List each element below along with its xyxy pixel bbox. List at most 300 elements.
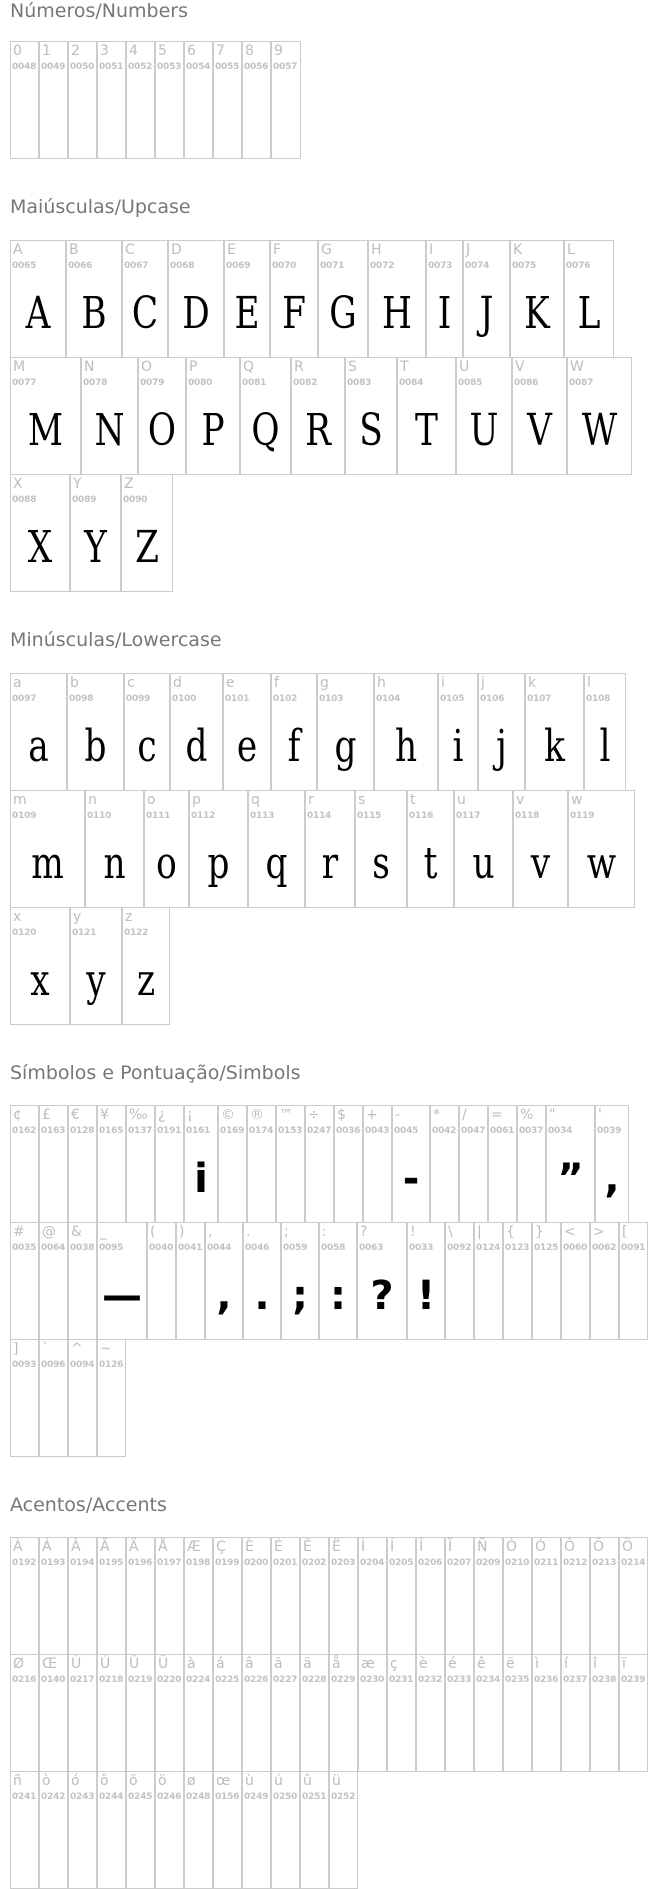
- glyph-cell: [126, 1105, 155, 1223]
- char-label: é: [448, 1656, 457, 1672]
- glyph-preview: [275, 1582, 296, 1640]
- glyph-cell: [532, 1654, 561, 1772]
- char-code: 0096: [41, 1360, 66, 1370]
- glyph-cell: [503, 1537, 532, 1655]
- char-label: ü: [332, 1773, 341, 1789]
- char-label: œ: [216, 1773, 231, 1789]
- char-label: z: [125, 909, 133, 925]
- char-code: 0112: [191, 811, 216, 821]
- char-label: D: [171, 242, 182, 258]
- glyph-cell: [368, 240, 426, 358]
- char-code: 0228: [302, 1675, 327, 1685]
- char-code: 0069: [226, 261, 251, 271]
- glyph-cell: [445, 1537, 474, 1655]
- char-code: 0247: [307, 1126, 332, 1136]
- glyph-cell: [358, 1654, 387, 1772]
- glyph-cell: [122, 907, 170, 1025]
- char-label: y: [73, 909, 82, 925]
- glyph-cell: [68, 1654, 97, 1772]
- char-code: 0196: [128, 1558, 153, 1568]
- char-label: k: [528, 675, 537, 691]
- glyph-preview: b: [84, 721, 107, 772]
- glyph-preview: ?: [370, 1273, 394, 1319]
- char-code: 0212: [563, 1558, 588, 1568]
- glyph-preview: S: [359, 405, 383, 456]
- glyph-cell: [355, 790, 407, 908]
- char-code: 0120: [12, 928, 37, 938]
- glyph-cell: [147, 1222, 176, 1340]
- char-code: 0044: [207, 1243, 232, 1253]
- glyph-preview: [11, 1384, 38, 1442]
- char-label: W: [570, 359, 584, 375]
- glyph-preview: h: [394, 721, 418, 772]
- char-code: 0137: [128, 1126, 153, 1136]
- glyph-preview: [40, 1150, 67, 1208]
- glyph-cell: [619, 1537, 648, 1655]
- glyph-preview: s: [372, 838, 390, 889]
- char-code: 0211: [534, 1558, 559, 1568]
- char-label: ú: [274, 1773, 283, 1789]
- glyph-cell: [416, 1537, 445, 1655]
- glyph-preview: [565, 1699, 586, 1757]
- glyph-cell: [10, 240, 66, 358]
- char-label: &: [71, 1224, 82, 1240]
- glyph-cell: [532, 1222, 561, 1340]
- char-code: 0082: [293, 378, 318, 388]
- glyph-cell: [68, 1771, 97, 1889]
- glyph-preview: [449, 1699, 470, 1757]
- char-code: 0243: [70, 1792, 95, 1802]
- glyph-preview: [72, 86, 93, 144]
- glyph-preview: ;: [292, 1273, 308, 1319]
- char-code: 0237: [563, 1675, 588, 1685]
- glyph-preview: [277, 1150, 304, 1208]
- char-code: 0216: [12, 1675, 37, 1685]
- char-label: Ø: [13, 1656, 25, 1672]
- char-label: L: [567, 242, 575, 258]
- glyph-preview: H: [382, 288, 412, 339]
- glyph-cell: [224, 240, 270, 358]
- char-label: X: [13, 476, 23, 492]
- glyph-preview: [40, 1384, 67, 1442]
- char-label: 6: [187, 43, 196, 59]
- char-label: ï: [622, 1656, 626, 1672]
- glyph-preview: [620, 1267, 647, 1325]
- glyph-preview: [72, 1816, 93, 1874]
- char-code: 0225: [215, 1675, 240, 1685]
- char-code: 0041: [178, 1243, 203, 1253]
- glyph-cell: [242, 41, 271, 159]
- char-code: 0061: [490, 1126, 515, 1136]
- char-label: o: [147, 792, 156, 808]
- char-label: Ì: [361, 1539, 366, 1555]
- char-label: å: [332, 1656, 341, 1672]
- char-label: {: [506, 1224, 515, 1240]
- glyph-preview: [11, 1267, 38, 1325]
- glyph-preview: r: [321, 838, 339, 889]
- glyph-preview: [43, 1699, 64, 1757]
- char-label: B: [69, 242, 79, 258]
- char-label: ): [179, 1224, 185, 1240]
- glyph-cell: [10, 1537, 39, 1655]
- char-code: 0086: [514, 378, 539, 388]
- char-label: =: [491, 1107, 503, 1123]
- char-label: ÷: [308, 1107, 320, 1123]
- char-label: ]: [13, 1341, 19, 1357]
- glyph-preview: u: [472, 838, 495, 889]
- glyph-cell: [567, 357, 632, 475]
- char-label: \: [448, 1224, 453, 1240]
- char-label: Ú: [100, 1656, 111, 1672]
- char-label: b: [70, 675, 79, 691]
- char-code: 0065: [12, 261, 37, 271]
- glyph-cell: [240, 357, 291, 475]
- char-code: 0097: [12, 694, 37, 704]
- glyph-cell: [205, 1222, 243, 1340]
- glyph-cell: [358, 1537, 387, 1655]
- glyph-preview: [43, 1816, 64, 1874]
- glyph-preview: [246, 1582, 267, 1640]
- char-label: ©: [221, 1107, 235, 1123]
- char-label: ç: [390, 1656, 398, 1672]
- glyph-cell: [39, 1654, 68, 1772]
- glyph-preview: [98, 1384, 125, 1442]
- glyph-preview: C: [131, 288, 159, 339]
- section-title-symbols: Símbolos e Pontuação/Simbols: [10, 1062, 301, 1084]
- glyph-cell: [595, 1105, 629, 1223]
- char-code: 0174: [249, 1126, 274, 1136]
- glyph-preview: m: [31, 838, 64, 889]
- char-code: 0084: [399, 378, 424, 388]
- glyph-preview: i: [452, 721, 464, 772]
- char-code: 0083: [347, 378, 372, 388]
- char-label: Ê: [303, 1539, 312, 1555]
- char-label: @: [42, 1224, 56, 1240]
- char-label: õ: [129, 1773, 138, 1789]
- glyph-cell: [561, 1537, 590, 1655]
- char-code: 0113: [250, 811, 275, 821]
- glyph-preview: ”: [557, 1156, 584, 1202]
- char-label: j: [481, 675, 485, 691]
- char-code: 0218: [99, 1675, 124, 1685]
- char-label: 8: [245, 43, 254, 59]
- glyph-cell: [184, 1537, 213, 1655]
- glyph-preview: [275, 1816, 296, 1874]
- char-code: 0071: [320, 261, 345, 271]
- glyph-cell: [122, 240, 168, 358]
- glyph-preview: [594, 1699, 615, 1757]
- glyph-cell: [478, 673, 525, 791]
- glyph-preview: [98, 1150, 125, 1208]
- glyph-preview: K: [524, 288, 550, 339]
- char-code: 0053: [157, 62, 182, 72]
- char-label: *: [433, 1107, 440, 1123]
- glyph-cell: [184, 1654, 213, 1772]
- glyph-cell: [184, 1105, 218, 1223]
- glyph-cell: [155, 1537, 184, 1655]
- char-code: 0040: [149, 1243, 174, 1253]
- char-code: 0200: [244, 1558, 269, 1568]
- char-code: 0073: [428, 261, 453, 271]
- glyph-cell: [70, 474, 121, 592]
- glyph-cell: [503, 1222, 532, 1340]
- char-code: 0242: [41, 1792, 66, 1802]
- char-label: _: [100, 1224, 107, 1240]
- char-label: 1: [42, 43, 51, 59]
- char-code: 0051: [99, 62, 124, 72]
- char-code: 0101: [225, 694, 250, 704]
- char-label: Ï: [448, 1539, 453, 1555]
- char-label: P: [189, 359, 198, 375]
- glyph-cell: [291, 357, 345, 475]
- glyph-cell: [126, 41, 155, 159]
- char-code: 0126: [99, 1360, 124, 1370]
- char-code: 0236: [534, 1675, 559, 1685]
- char-code: 0122: [124, 928, 149, 938]
- glyph-cell: [247, 1105, 276, 1223]
- char-code: 0111: [146, 811, 171, 821]
- char-label: 7: [216, 43, 225, 59]
- char-label: H: [371, 242, 382, 258]
- glyph-preview: [304, 1699, 325, 1757]
- glyph-cell: [39, 1771, 68, 1889]
- char-label: á: [216, 1656, 225, 1672]
- glyph-cell: [213, 1537, 242, 1655]
- glyph-cell: [39, 1105, 68, 1223]
- char-code: 0045: [394, 1126, 419, 1136]
- char-code: 0067: [124, 261, 149, 271]
- char-label: T: [400, 359, 409, 375]
- char-label: x: [13, 909, 22, 925]
- glyph-cell: [430, 1105, 459, 1223]
- char-label: ä: [303, 1656, 312, 1672]
- glyph-cell: [97, 1222, 147, 1340]
- char-label: q: [251, 792, 260, 808]
- glyph-cell: [168, 240, 224, 358]
- glyph-preview: X: [27, 522, 53, 573]
- char-label: F: [273, 242, 282, 258]
- glyph-cell: [213, 41, 242, 159]
- char-code: 0042: [432, 1126, 457, 1136]
- section-title-upcase: Maiúsculas/Upcase: [10, 196, 191, 218]
- char-label: <: [564, 1224, 576, 1240]
- char-label: Ó: [535, 1539, 547, 1555]
- char-label: -: [395, 1107, 401, 1123]
- char-label: 5: [158, 43, 167, 59]
- char-code: 0202: [302, 1558, 327, 1568]
- glyph-cell: [532, 1537, 561, 1655]
- char-code: 0087: [569, 378, 594, 388]
- glyph-cell: [138, 357, 186, 475]
- glyph-preview: w: [586, 838, 617, 889]
- char-label: v: [516, 792, 525, 808]
- char-label: ": [549, 1107, 556, 1123]
- glyph-cell: [305, 1105, 334, 1223]
- char-code: 0121: [72, 928, 97, 938]
- char-label: :: [322, 1224, 327, 1240]
- glyph-cell: [503, 1654, 532, 1772]
- char-label: >: [593, 1224, 605, 1240]
- glyph-cell: [319, 1222, 357, 1340]
- char-label: Ö: [622, 1539, 634, 1555]
- char-label: }: [535, 1224, 544, 1240]
- char-label: È: [245, 1539, 254, 1555]
- char-code: 0047: [461, 1126, 486, 1136]
- char-label: /: [462, 1107, 467, 1123]
- glyph-preview: [504, 1267, 531, 1325]
- char-label: l: [587, 675, 591, 691]
- glyph-cell: [248, 790, 305, 908]
- glyph-cell: [189, 790, 248, 908]
- char-code: 0100: [172, 694, 197, 704]
- glyph-preview: [72, 1582, 93, 1640]
- char-code: 0161: [186, 1126, 211, 1136]
- char-code: 0204: [360, 1558, 385, 1568]
- char-code: 0140: [41, 1675, 66, 1685]
- char-code: 0080: [188, 378, 213, 388]
- char-code: 0214: [621, 1558, 646, 1568]
- glyph-cell: [329, 1771, 358, 1889]
- char-code: 0239: [621, 1675, 646, 1685]
- char-label: ?: [360, 1224, 368, 1240]
- char-code: 0074: [465, 261, 490, 271]
- glyph-preview: O: [147, 405, 177, 456]
- glyph-preview: [460, 1150, 487, 1208]
- char-code: 0209: [476, 1558, 501, 1568]
- char-code: 0066: [68, 261, 93, 271]
- glyph-cell: [525, 673, 584, 791]
- glyph-preview: g: [334, 721, 357, 772]
- glyph-preview: [14, 86, 35, 144]
- char-label: æ: [361, 1656, 375, 1672]
- glyph-cell: [397, 357, 456, 475]
- glyph-preview: [594, 1582, 615, 1640]
- glyph-preview: [69, 1267, 96, 1325]
- glyph-cell: [39, 41, 68, 159]
- char-label: %: [520, 1107, 534, 1123]
- glyph-cell: [271, 673, 317, 791]
- char-label: ù: [245, 1773, 254, 1789]
- glyph-preview: [333, 1582, 354, 1640]
- char-code: 0098: [69, 694, 94, 704]
- char-code: 0099: [126, 694, 151, 704]
- glyph-preview: U: [469, 405, 499, 456]
- char-code: 0230: [360, 1675, 385, 1685]
- glyph-preview: [333, 1699, 354, 1757]
- glyph-preview: [275, 1699, 296, 1757]
- char-label: (: [150, 1224, 156, 1240]
- glyph-preview: Y: [84, 522, 107, 573]
- glyph-preview: [101, 1699, 122, 1757]
- glyph-cell: [334, 1105, 363, 1223]
- char-label: à: [187, 1656, 196, 1672]
- glyph-cell: [445, 1222, 474, 1340]
- glyph-preview: [335, 1150, 362, 1208]
- char-code: 0094: [70, 1360, 95, 1370]
- glyph-cell: [10, 357, 81, 475]
- char-label: ‰: [129, 1107, 148, 1123]
- char-label: Ô: [564, 1539, 576, 1555]
- char-code: 0220: [157, 1675, 182, 1685]
- char-label: í: [564, 1656, 568, 1672]
- glyph-cell: [176, 1222, 205, 1340]
- glyph-preview: [43, 86, 64, 144]
- glyph-cell: [463, 240, 510, 358]
- char-label: .: [246, 1224, 251, 1240]
- char-code: 0203: [331, 1558, 356, 1568]
- glyph-cell: [10, 1771, 39, 1889]
- glyph-preview: [446, 1267, 473, 1325]
- glyph-preview: k: [544, 721, 565, 772]
- glyph-cell: [271, 1654, 300, 1772]
- glyph-cell: [329, 1654, 358, 1772]
- glyph-preview: [156, 1150, 183, 1208]
- glyph-cell: [144, 790, 189, 908]
- glyph-preview: L: [577, 288, 601, 339]
- glyph-preview: [127, 1150, 154, 1208]
- glyph-preview: [362, 1582, 383, 1640]
- char-label: E: [227, 242, 236, 258]
- glyph-preview: [101, 1816, 122, 1874]
- glyph-preview: [362, 1699, 383, 1757]
- glyph-preview: ,: [604, 1156, 620, 1202]
- char-code: 0117: [456, 811, 481, 821]
- char-label: J: [466, 242, 471, 258]
- char-code: 0093: [12, 1360, 37, 1370]
- glyph-preview: [217, 1816, 238, 1874]
- char-code: 0197: [157, 1558, 182, 1568]
- glyph-preview: [246, 1699, 267, 1757]
- char-label: É: [274, 1539, 283, 1555]
- glyph-cell: [561, 1222, 590, 1340]
- glyph-preview: [304, 1816, 325, 1874]
- section-title-accents: Acentos/Accents: [10, 1494, 167, 1516]
- glyph-cell: [213, 1771, 242, 1889]
- glyph-cell: [270, 240, 318, 358]
- glyph-cell: [456, 357, 512, 475]
- glyph-cell: [590, 1654, 619, 1772]
- char-code: 0107: [527, 694, 552, 704]
- char-code: 0235: [505, 1675, 530, 1685]
- glyph-preview: J: [479, 288, 494, 339]
- char-label: ø: [187, 1773, 196, 1789]
- char-label: A: [13, 242, 23, 258]
- char-code: 0205: [389, 1558, 414, 1568]
- char-label: ó: [71, 1773, 80, 1789]
- glyph-cell: [97, 1537, 126, 1655]
- char-code: 0241: [12, 1792, 37, 1802]
- glyph-cell: [81, 357, 138, 475]
- char-code: 0252: [331, 1792, 356, 1802]
- glyph-cell: [97, 1771, 126, 1889]
- char-label: #: [13, 1224, 25, 1240]
- glyph-cell: [513, 790, 568, 908]
- glyph-preview: [188, 1699, 209, 1757]
- glyph-preview: [217, 86, 238, 144]
- char-label: w: [571, 792, 583, 808]
- char-code: 0033: [409, 1243, 434, 1253]
- char-code: 0043: [365, 1126, 390, 1136]
- glyph-cell: [329, 1537, 358, 1655]
- char-label: d: [173, 675, 182, 691]
- glyph-cell: [68, 1105, 97, 1223]
- char-label: â: [245, 1656, 254, 1672]
- glyph-preview: p: [207, 838, 230, 889]
- char-code: 0088: [12, 495, 37, 505]
- glyph-cell: [10, 41, 39, 159]
- char-code: 0219: [128, 1675, 153, 1685]
- glyph-cell: [459, 1105, 488, 1223]
